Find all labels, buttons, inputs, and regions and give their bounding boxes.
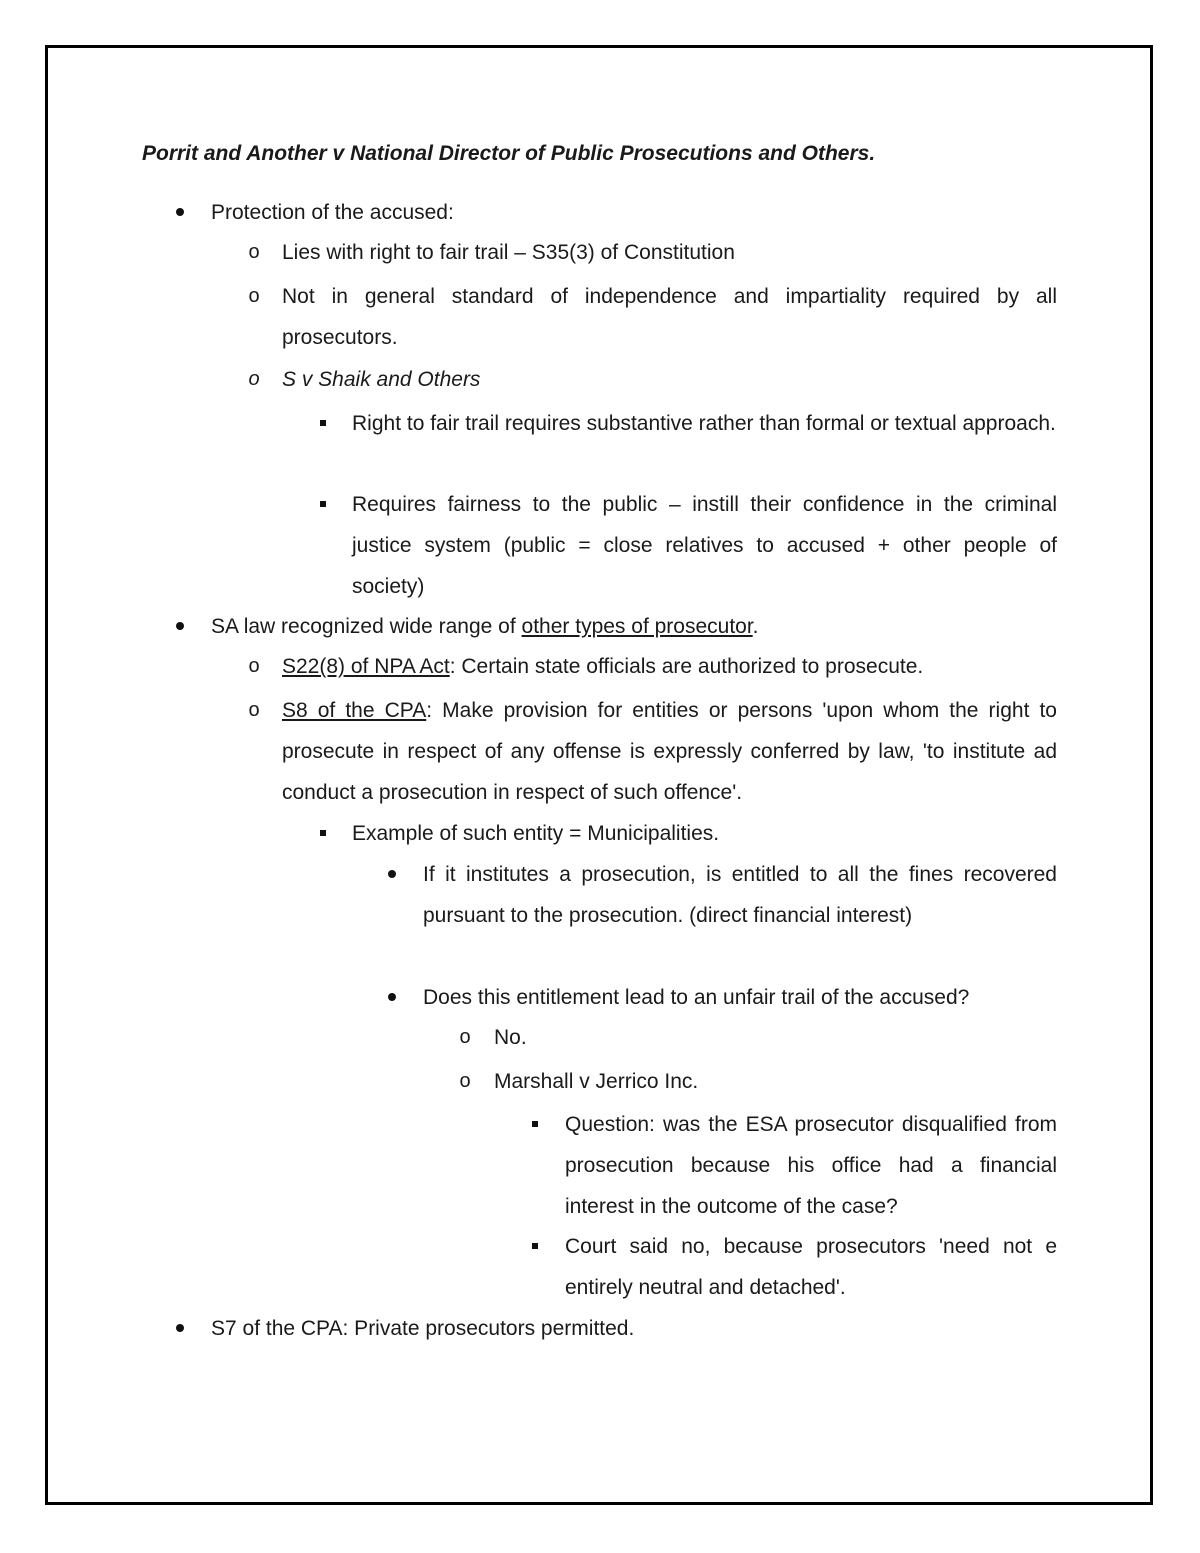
bullet-dot-icon (170, 1308, 190, 1349)
bullet-dot-icon (170, 606, 190, 647)
list-item-requires-fairness: Requires fairness to the public – instill their confidence in the criminal justice system (public = close relatives to accused + other people of society) (352, 493, 1057, 598)
document-title: Porrit and Another v National Director of Public Prosecutions and Others. (142, 142, 876, 165)
list-item-s-v-shaik: S v Shaik and Others (282, 368, 481, 391)
bullet-circle-icon: o (248, 699, 260, 721)
list-item-lies-with: Lies with right to fair trail – S35(3) of Constitution (282, 241, 735, 264)
list-item-no: No. (494, 1026, 527, 1049)
list-item-marshall: Marshall v Jerrico Inc. (494, 1070, 699, 1093)
bullet-circle-icon: o (248, 241, 260, 263)
list-item-right-to-fair: Right to fair trail requires substantive rather than formal or textual approach. (352, 412, 1056, 435)
bullet-circle-icon: o (248, 655, 260, 677)
bullet-square-icon (313, 813, 333, 854)
list-item-sa-law: SA law recognized wide range of other types of prosecutor. (211, 615, 759, 638)
list-item-s22: S22(8) of NPA Act: Certain state officials are authorized to prosecute. (282, 655, 924, 678)
list-item-not-in-general: Not in general standard of independence and impartiality required by all prosecutors. (282, 285, 1057, 349)
bullet-square-icon (313, 484, 333, 525)
list-item-court-said: Court said no, because prosecutors 'need not e entirely neutral and detached'. (565, 1235, 1057, 1299)
bullet-dot-icon (170, 192, 190, 233)
list-item-s7: S7 of the CPA: Private prosecutors permitted. (211, 1317, 635, 1340)
s22-npa-act-text: S22(8) of NPA Act (282, 655, 450, 678)
bullet-square-icon (525, 1226, 545, 1267)
s8-cpa-text: S8 of the CPA (282, 699, 427, 722)
bullet-square-icon (525, 1104, 545, 1145)
bullet-dot-icon (382, 854, 402, 895)
list-item-question: Question: was the ESA prosecutor disqualified from prosecution because his office had a financial interest in the outcome of the case? (565, 1113, 1057, 1218)
bullet-circle-icon: o (248, 285, 260, 307)
bullet-circle-icon: o (459, 1070, 471, 1092)
other-types-of-prosecutor-text: other types of prosecutor (521, 615, 753, 638)
list-item-if-it: If it institutes a prosecution, is entitled to all the fines recovered pursuant to the prosecution. (direct financial interest) (423, 863, 1057, 927)
list-item-does-this: Does this entitlement lead to an unfair trail of the accused? (423, 986, 970, 1009)
bullet-dot-icon (382, 977, 402, 1018)
bullet-square-icon (313, 403, 333, 444)
bullet-circle-icon: o (248, 368, 260, 390)
list-item-example: Example of such entity = Municipalities. (352, 822, 720, 845)
list-item-s8: S8 of the CPA: Make provision for entities or persons 'upon whom the right to prosecute in respect of any offense is expressly conferred by law, 'to institute ad conduct a prosecution in respect of such offence'. (282, 699, 1057, 804)
bullet-circle-icon: o (459, 1026, 471, 1048)
list-item-protection: Protection of the accused: (211, 201, 454, 224)
